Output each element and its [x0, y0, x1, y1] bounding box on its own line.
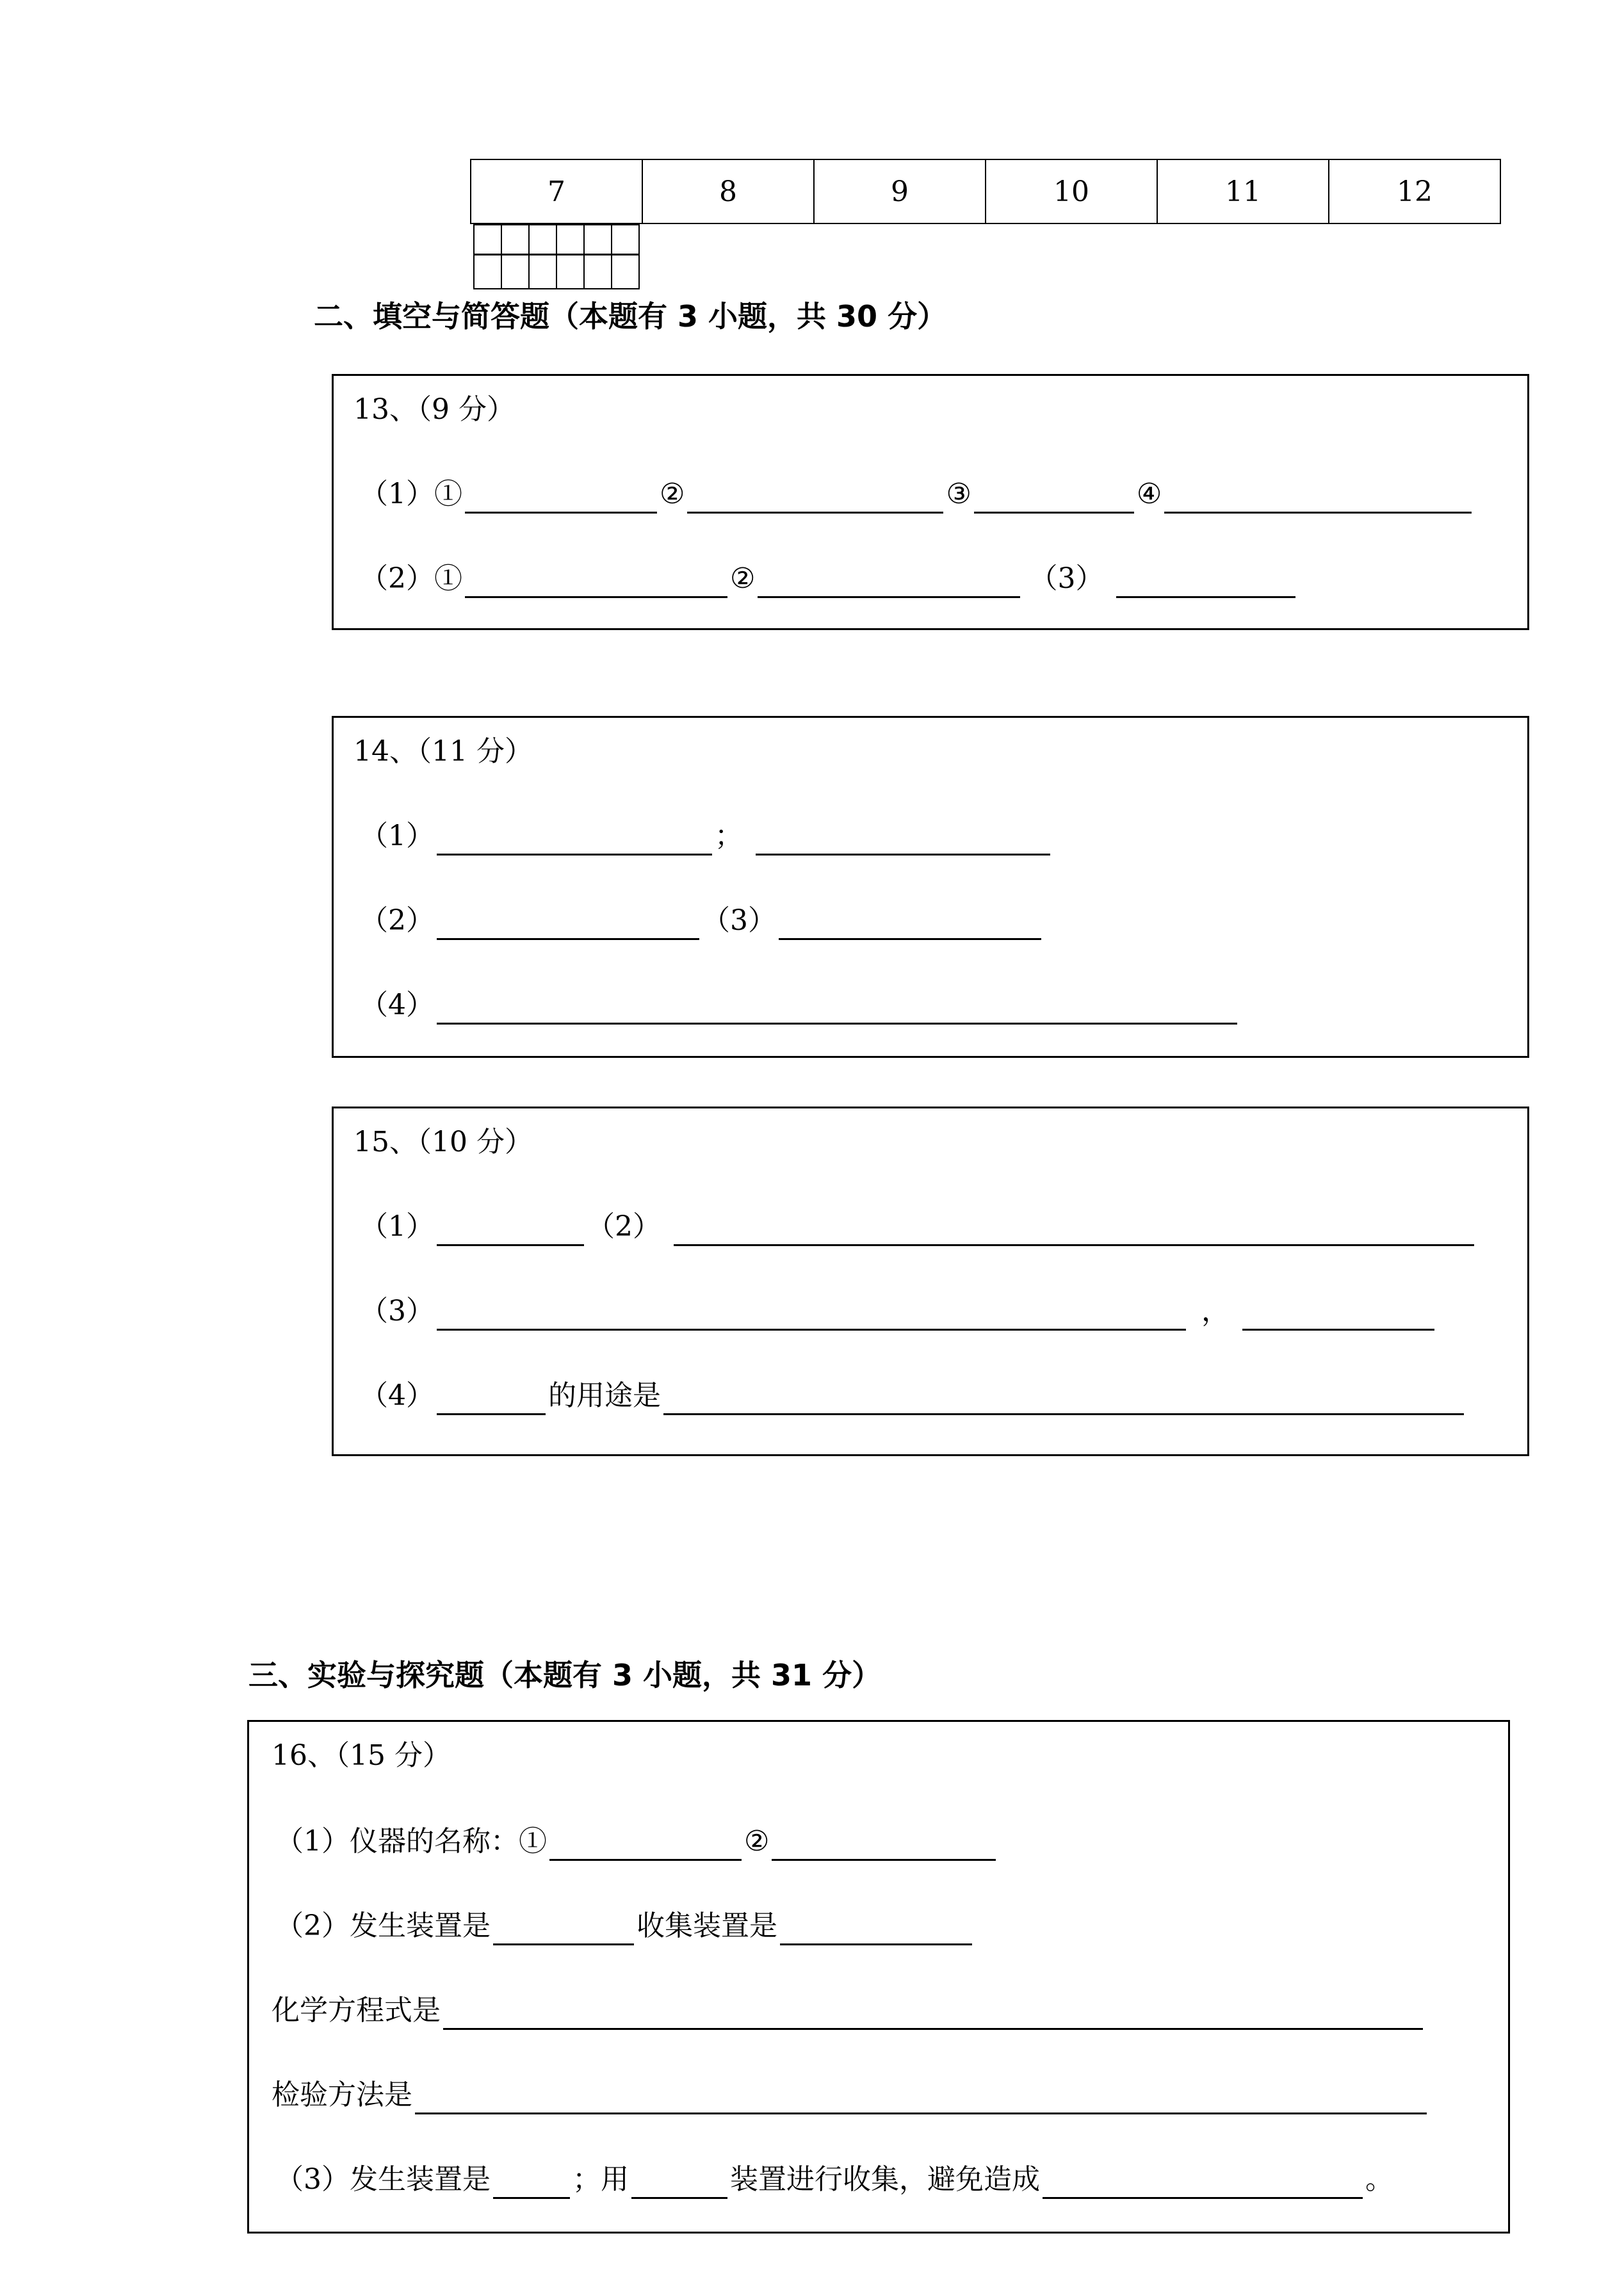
answer-blank[interactable]	[415, 2083, 1427, 2114]
answer-cell[interactable]	[474, 225, 501, 289]
answer-blank[interactable]	[493, 1914, 634, 1945]
answer-blank[interactable]	[780, 1914, 972, 1945]
table-header-cell: 12	[1329, 159, 1500, 223]
answer-blank[interactable]	[1043, 2168, 1363, 2199]
q15-line-3	[360, 1377, 1466, 1415]
q14-l1-label-2: ；	[715, 820, 743, 852]
table-header-cell: 8	[642, 159, 814, 223]
table-header-cell: 10	[986, 159, 1157, 223]
answer-table-blank-row	[473, 224, 640, 255]
q15-l2-label-2: ，	[1201, 1295, 1230, 1327]
answer-blank[interactable]	[779, 909, 1041, 940]
answer-blank[interactable]	[687, 482, 943, 514]
answer-table	[470, 159, 1501, 255]
answer-blank[interactable]	[1116, 567, 1295, 598]
q16-l5-label-2: ；用	[572, 2163, 629, 2196]
answer-cell[interactable]	[584, 225, 612, 289]
q15-l2-label-1: （3）	[360, 1295, 434, 1327]
q16-title: 16、（15 分）	[272, 1739, 451, 1772]
q14-line-1	[360, 817, 1053, 856]
q14-l2-label-1: （2）	[360, 904, 434, 937]
q16-l5-label-3: 装置进行收集，避免造成	[730, 2163, 1040, 2196]
q16-l5-label-1: （3）发生装置是	[275, 2163, 491, 2196]
answer-cell[interactable]	[556, 225, 584, 289]
q13-l1-label-1: （1）①	[360, 478, 462, 510]
q16-l3-label-1: 化学方程式是	[272, 1994, 441, 2027]
q16-l5-label-4: 。	[1365, 2163, 1393, 2196]
answer-blank[interactable]	[674, 1215, 1474, 1246]
section-3-title: 三、实验与探究题（本题有 3 小题，共 31 分）	[248, 1658, 882, 1692]
q13-l2-label-3: （3）	[1029, 562, 1104, 595]
answer-blank[interactable]	[437, 1384, 546, 1415]
answer-blank[interactable]	[1242, 1299, 1434, 1331]
q13-title: 13、（9 分）	[353, 393, 515, 426]
answer-blank[interactable]	[437, 993, 1237, 1025]
q15-line-2	[360, 1292, 1437, 1331]
q16-l1-label-2: ②	[744, 1825, 770, 1858]
q15-l1-label-2: （2）	[587, 1210, 661, 1243]
table-header-cell: 9	[814, 159, 986, 223]
answer-cell[interactable]	[612, 225, 639, 289]
q15-l3-label-2: 的用途是	[548, 1379, 661, 1412]
q14-title: 14、（11 分）	[353, 735, 533, 768]
answer-blank[interactable]	[758, 567, 1020, 598]
q14-l2-label-2: （3）	[702, 904, 776, 937]
q16-line-3	[272, 1991, 1425, 2030]
q15-l3-label-1: （4）	[360, 1379, 434, 1412]
q13-l2-label-1: （2）①	[360, 562, 462, 595]
answer-blank[interactable]	[437, 909, 699, 940]
q14-line-2	[360, 902, 1044, 940]
q13-l2-label-2: ②	[730, 562, 756, 595]
q16-l2-label-2: 收集装置是	[637, 1910, 777, 1942]
answer-cell[interactable]	[501, 225, 529, 289]
table-header-cell: 7	[471, 159, 642, 223]
q13-line-1	[360, 475, 1474, 514]
q14-l1-label-1: （1）	[360, 820, 434, 852]
answer-blank[interactable]	[663, 1384, 1464, 1415]
table-header-cell: 11	[1157, 159, 1329, 223]
answer-blank[interactable]	[437, 1215, 584, 1246]
answer-blank[interactable]	[631, 2168, 727, 2199]
q16-l1-label-1: （1）仪器的名称：①	[275, 1825, 547, 1858]
section-2-title: 二、填空与简答题（本题有 3 小题，共 30 分）	[314, 299, 947, 334]
q13-line-2	[360, 560, 1298, 598]
q15-line-1	[360, 1208, 1477, 1246]
q13-l1-label-3: ③	[946, 478, 971, 510]
q15-l1-label-1: （1）	[360, 1210, 434, 1243]
q16-l4-label-1: 检验方法是	[272, 2079, 412, 2111]
q16-line-5	[275, 2161, 1393, 2199]
answer-blank[interactable]	[437, 1299, 1186, 1331]
answer-blank[interactable]	[465, 482, 657, 514]
q16-l2-label-1: （2）发生装置是	[275, 1910, 491, 1942]
answer-blank[interactable]	[549, 1829, 742, 1861]
answer-blank[interactable]	[1164, 482, 1472, 514]
q16-box	[247, 1720, 1510, 2234]
answer-cell[interactable]	[529, 225, 556, 289]
q16-line-2	[275, 1907, 975, 1945]
answer-blank[interactable]	[465, 567, 727, 598]
answer-blank[interactable]	[437, 824, 712, 856]
answer-blank[interactable]	[493, 2168, 570, 2199]
answer-blank[interactable]	[974, 482, 1134, 514]
q14-l3-label-1: （4）	[360, 989, 434, 1021]
q14-line-3	[360, 986, 1240, 1025]
q15-title: 15、（10 分）	[353, 1126, 533, 1158]
q13-l1-label-4: ④	[1136, 478, 1162, 510]
answer-blank[interactable]	[772, 1829, 996, 1861]
answer-blank[interactable]	[756, 824, 1050, 856]
q16-line-1	[275, 1822, 998, 1861]
q16-line-4	[272, 2076, 1429, 2114]
answer-table-header-row	[471, 159, 1500, 223]
q13-l1-label-2: ②	[660, 478, 685, 510]
answer-blank[interactable]	[443, 1999, 1423, 2030]
